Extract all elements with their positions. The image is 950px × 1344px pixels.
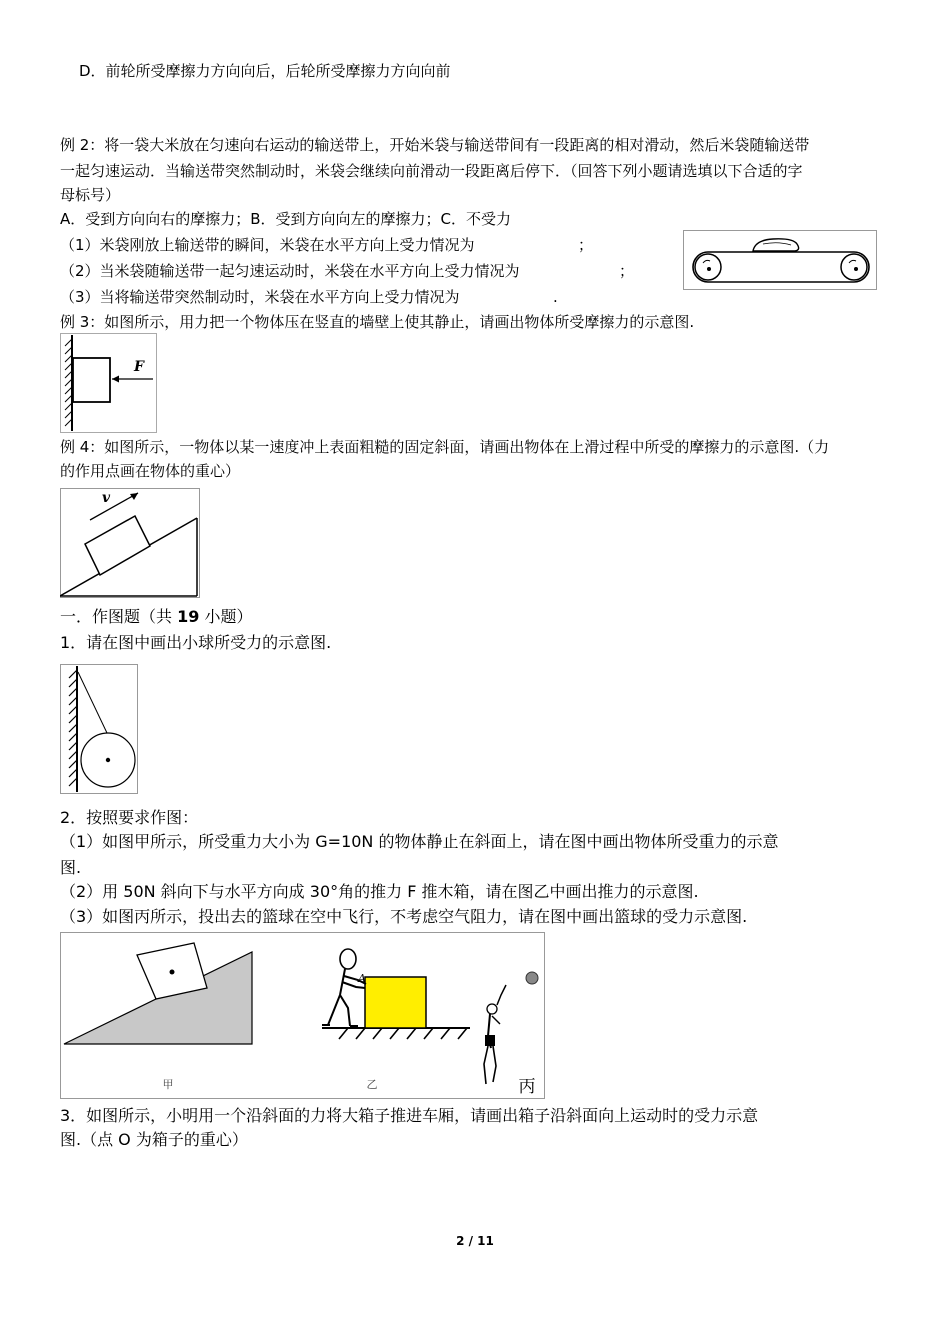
point-a-label: A [358,972,366,985]
label-yi: 乙 [366,1078,378,1091]
ex2-q1-end: ； [578,236,594,254]
ex4-line1: 例 4：如图所示，一物体以某一速度冲上表面粗糙的固定斜面，请画出物体在上滑过程中所受的摩擦力的示意图.（力 [60,438,830,456]
ex4-line2: 的作用点画在物体的重心） [60,462,241,480]
incline-slide-figure [60,488,200,598]
conveyor-belt-figure [683,230,877,290]
q2-p1-line2: 图. [60,858,82,877]
section-prefix: 一．作图题（共 [60,607,178,626]
ex2-q2: （2）当米袋随输送带一起匀速运动时，米袋在水平方向上受力情况为 [60,262,520,280]
q2-p2: （2）用 50N 斜向下与水平方向成 30°角的推力 F 推木箱，请在图乙中画出推力的示意图. [60,882,699,901]
velocity-label: v [102,490,111,506]
incline-block-jia [64,943,252,1044]
q3-line1: 3．如图所示，小明用一个沿斜面的力将大箱子推进车厢，请画出箱子沿斜面向上运动时的受力示意 [60,1106,759,1125]
section-count: 19 [177,607,200,626]
option-d: D．前轮所受摩擦力方向向后，后轮所受摩擦力方向向前 [79,62,451,80]
ex2-line1: 例 2：将一袋大米放在匀速向右运动的输送带上，开始米袋与输送带间有一段距离的相对滑动，然后米袋随输送带 [60,136,810,154]
force-label: F [134,359,144,375]
q1-text: 1．请在图中画出小球所受力的示意图. [60,633,332,652]
ex2-q2-end: ； [619,262,635,280]
ex2-q3-end: . [553,288,558,306]
ex2-line2: 一起匀速运动．当输送带突然制动时，米袋会继续向前滑动一段距离后停下．（回答下列小题请选填以下合适的字 [60,162,803,180]
section-header [60,605,252,629]
ex2-q1: （1）米袋刚放上输送带的瞬间，米袋在水平方向上受力情况为 [60,236,475,254]
hanging-ball-figure [60,664,138,794]
q2-p1-line1: （1）如图甲所示，所受重力大小为 G=10N 的物体静止在斜面上，请在图中画出物体所受重力的示意 [60,832,779,851]
q3-line2: 图.（点 O 为箱子的重心） [60,1130,248,1149]
ex2-options: A．受到方向向右的摩擦力；B．受到方向向左的摩擦力；C．不受力 [60,210,512,228]
label-bing: 丙 [518,1077,536,1097]
q2-p3: （3）如图丙所示，投出去的篮球在空中飞行，不考虑空气阻力，请在图中画出篮球的受力示意图. [60,907,748,926]
basketball-bing [484,972,538,1084]
ex2-q3: （3）当将输送带突然制动时，米袋在水平方向上受力情况为 [60,288,460,306]
ex3-text: 例 3：如图所示，用力把一个物体压在竖直的墙壁上使其静止，请画出物体所受摩擦力的示意图. [60,313,695,331]
push-box-yi [322,949,470,1039]
q2-title: 2．按照要求作图： [60,808,199,827]
wall-block-figure [60,333,157,433]
page-number: 2 / 11 [456,1234,494,1248]
section-suffix: 小题） [199,607,253,626]
three-panel-figure [60,932,545,1099]
label-jia: 甲 [162,1078,174,1091]
ex2-line3: 母标号） [60,186,121,204]
